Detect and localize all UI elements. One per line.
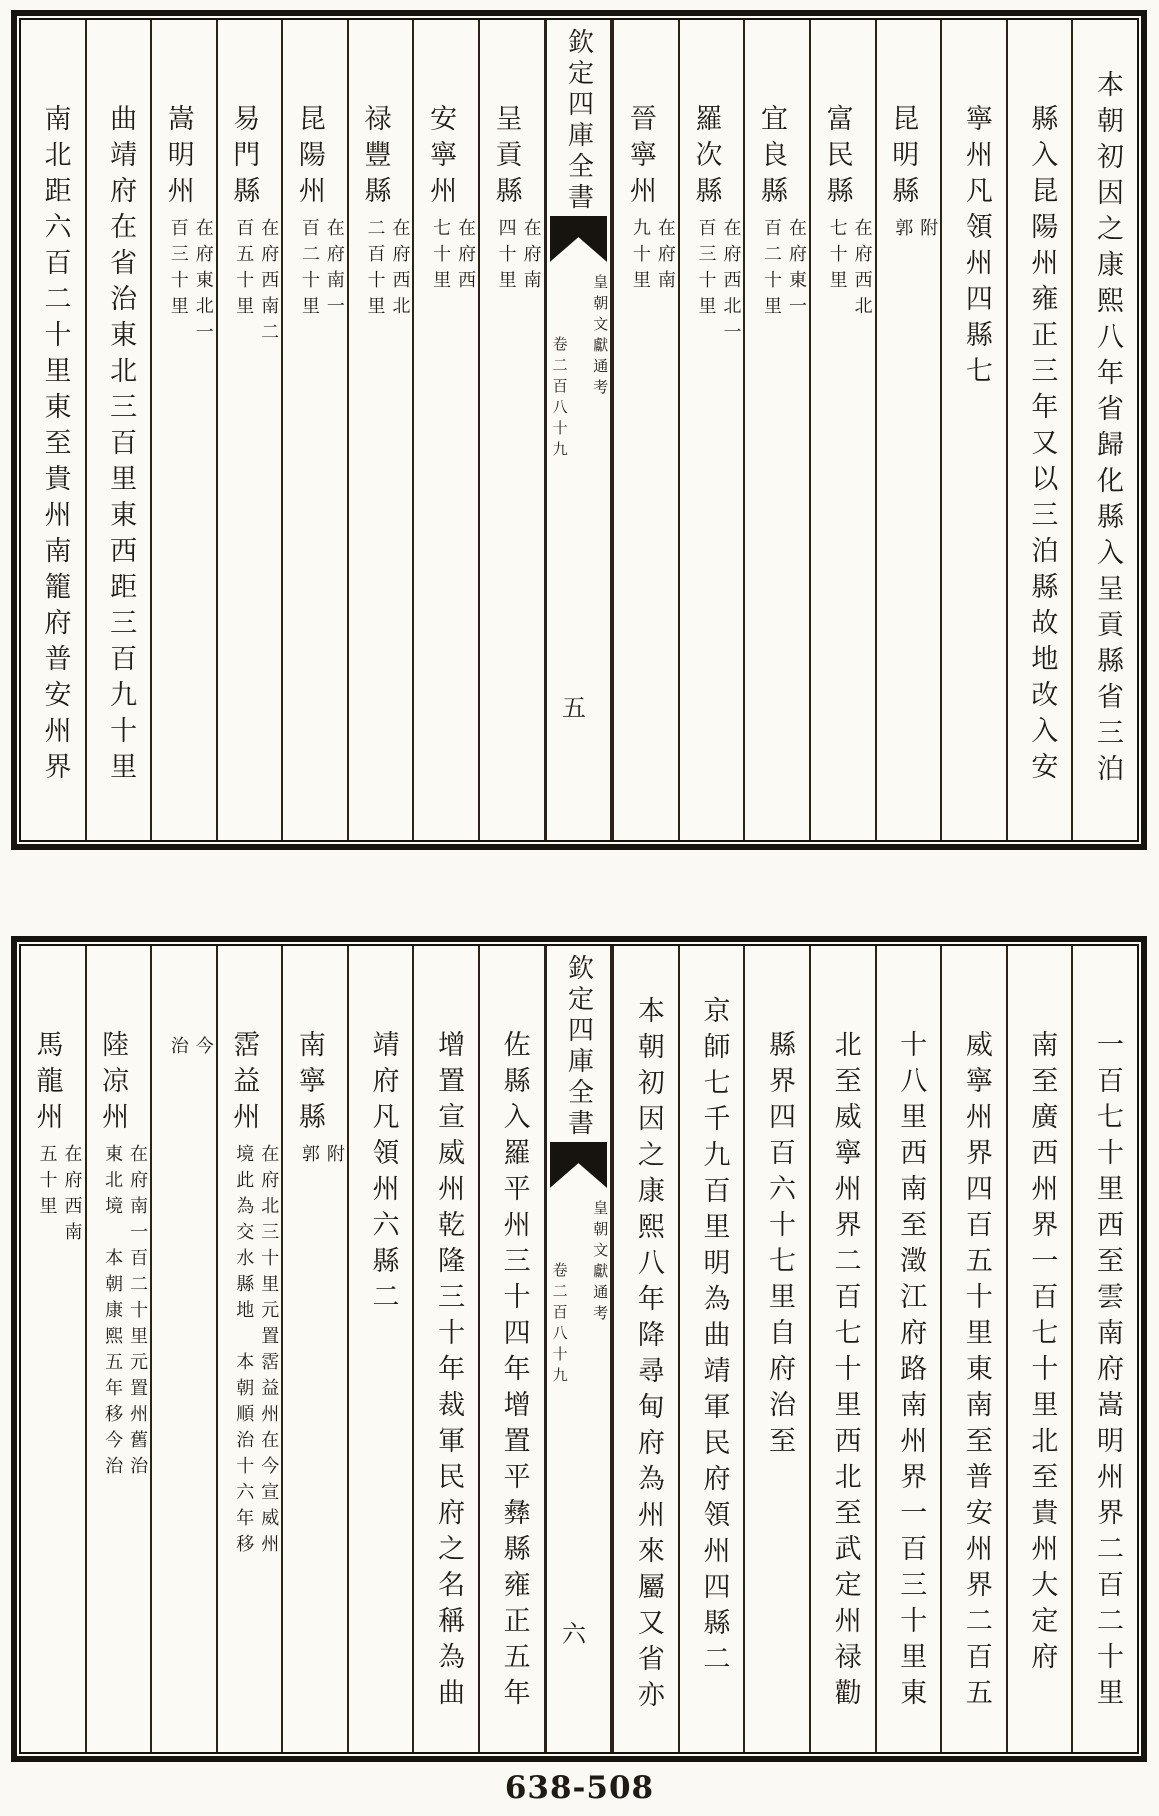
text-column: 本朝初因之康熙八年省歸化縣入呈貢縣省三泊 — [1071, 20, 1137, 840]
place-name: 昆明縣 — [888, 104, 919, 212]
text-column: 北至威寧州界二百七十里西北至武定州禄勸 — [809, 946, 875, 1752]
annotation — [362, 218, 412, 322]
annotation-line: 在府東一 — [787, 218, 808, 322]
entry-column — [875, 20, 941, 840]
annotation — [166, 1036, 216, 1062]
place-name: 禄豐縣 — [360, 104, 391, 212]
text-column: 增置宣威州乾隆三十年裁軍民府之名稱為曲 — [412, 946, 478, 1752]
place-name: 嵩明州 — [163, 104, 194, 212]
annotation — [166, 218, 216, 348]
annotation-line: 在府東北一 — [193, 218, 214, 348]
annotation-line: 百三十里 — [168, 218, 189, 322]
upper-page-block — [11, 10, 1147, 850]
siku-title: 欽定四庫全書 — [564, 954, 594, 1140]
annotation — [693, 218, 743, 348]
annotation — [297, 218, 347, 322]
annotation — [297, 1144, 347, 1170]
entry-column — [216, 946, 282, 1752]
entry-column — [281, 946, 347, 1752]
fishtail-icon — [550, 1142, 607, 1188]
entry-column — [21, 946, 85, 1752]
text-column: 威寧州界四百五十里東南至普安州界二百五 — [940, 946, 1006, 1752]
text-column: 佐縣入羅平州三十四年增置平彝縣雍正五年 — [478, 946, 544, 1752]
entry-column — [347, 20, 413, 840]
entry-column — [216, 20, 282, 840]
work-title: 皇朝文獻通考 — [591, 274, 608, 400]
annotation-line: 在府北三十里元置霑益州在今宣威州 — [259, 1144, 280, 1560]
annotation-line: 九十里 — [630, 218, 651, 296]
annotation-line: 二百十里 — [365, 218, 386, 322]
annotation — [494, 218, 544, 296]
annotation-line: 在府南 — [521, 218, 542, 296]
chapter-number: 卷二百八十九 — [550, 1262, 567, 1388]
annotation — [231, 1144, 281, 1560]
text-column: 寧州凡領州四縣七 — [940, 20, 1006, 840]
annotation-line: 百二十里 — [299, 218, 320, 322]
text-column: 一百七十里西至雲南府嵩明州界二百二十里 — [1071, 946, 1137, 1752]
place-name: 南寧縣 — [294, 1030, 325, 1138]
annotation — [35, 1144, 85, 1248]
annotation-line: 七十里 — [431, 218, 452, 296]
siku-title: 欽定四庫全書 — [564, 28, 594, 214]
place-name: 宜良縣 — [757, 104, 788, 212]
center-title-column — [544, 20, 611, 840]
annotation-line: 在府南一百二十里元置州舊治 — [128, 1144, 149, 1482]
text-column: 京師七千九百里明為曲靖軍民府領州四縣二 — [678, 946, 744, 1752]
annotation — [100, 1144, 150, 1482]
annotation-line: 在府西南二 — [259, 218, 280, 348]
upper-page-columns — [19, 18, 1139, 842]
text-column: 南至廣西州界一百七十里北至貴州大定府 — [1006, 946, 1072, 1752]
text-column: 十八里西南至澂江府路南州界一百三十里東 — [875, 946, 941, 1752]
entry-column — [281, 20, 347, 840]
annotation-line: 百三十里 — [696, 218, 717, 322]
place-name: 晉寧州 — [625, 104, 656, 212]
work-title: 皇朝文獻通考 — [591, 1200, 608, 1326]
annotation-line: 四十里 — [496, 218, 517, 296]
annotation-line: 郭 — [299, 1144, 320, 1170]
annotation-line: 附 — [918, 218, 939, 244]
annotation-line: 在府南一 — [324, 218, 345, 322]
place-name: 陸凉州 — [98, 1030, 129, 1138]
fishtail-icon — [550, 216, 607, 262]
text-column: 本朝初因之康熙八年降尋甸府為州來屬又省亦 — [610, 946, 678, 1752]
entry-column — [743, 20, 809, 840]
annotation-line: 百五十里 — [234, 218, 255, 322]
place-name: 羅次縣 — [691, 104, 722, 212]
annotation — [890, 218, 940, 244]
place-name: 呈貢縣 — [491, 104, 522, 212]
text-column: 靖府凡領州六縣二 — [347, 946, 413, 1752]
text-column: 縣界四百六十七里自府治至 — [743, 946, 809, 1752]
text-column: 南北距六百二十里東至貴州南籠府普安州界 — [40, 104, 71, 788]
annotation-line: 在府西北 — [390, 218, 411, 322]
place-name: 霑益州 — [229, 1030, 260, 1138]
annotation — [825, 218, 875, 322]
annotation-line: 在府南 — [655, 218, 676, 296]
annotation-line: 今 — [193, 1036, 214, 1062]
annotation — [428, 218, 478, 296]
text-column: 曲靖府在省治東北三百里東西距三百九十里 — [85, 20, 151, 840]
place-name: 易門縣 — [229, 104, 260, 212]
lower-page-columns — [19, 944, 1139, 1754]
center-title-column — [544, 946, 611, 1752]
place-name: 安寧州 — [426, 104, 457, 212]
annotation-line: 郭 — [893, 218, 914, 244]
place-name: 富民縣 — [822, 104, 853, 212]
place-name: 昆陽州 — [294, 104, 325, 212]
entry-column — [809, 20, 875, 840]
entry-column — [412, 20, 478, 840]
folio-number: 六 — [561, 1622, 595, 1648]
text-column: 縣入昆陽州雍正三年又以三泊縣故地改入安 — [1006, 20, 1072, 840]
annotation — [759, 218, 809, 322]
page-number: 638-508 — [504, 1770, 655, 1806]
annotation — [628, 218, 678, 296]
annotation — [231, 218, 281, 348]
folio-number: 五 — [561, 696, 595, 722]
annotation-line: 東北境 本朝康熙五年移今治 — [103, 1144, 124, 1482]
entry-column — [150, 946, 216, 1752]
annotation-line: 七十里 — [827, 218, 848, 296]
annotation-line: 在府西北 — [852, 218, 873, 322]
chapter-number: 卷二百八十九 — [550, 336, 567, 462]
entry-column — [610, 20, 678, 840]
annotation-line: 在府西 — [456, 218, 477, 296]
annotation-line: 百二十里 — [762, 218, 783, 322]
annotation-line: 附 — [324, 1144, 345, 1170]
annotation-line: 治 — [168, 1036, 189, 1062]
place-name: 馬龍州 — [32, 1030, 63, 1138]
annotation-line: 在府西北一 — [721, 218, 742, 348]
annotation-line: 五十里 — [37, 1144, 58, 1222]
annotation-line: 境此為交水縣地 本朝順治十六年移 — [234, 1144, 255, 1560]
entry-column — [85, 946, 151, 1752]
lower-page-block — [11, 936, 1147, 1762]
annotation-line: 在府西南 — [62, 1144, 83, 1248]
entry-column — [150, 20, 216, 840]
entry-column — [478, 20, 544, 840]
entry-column — [678, 20, 744, 840]
